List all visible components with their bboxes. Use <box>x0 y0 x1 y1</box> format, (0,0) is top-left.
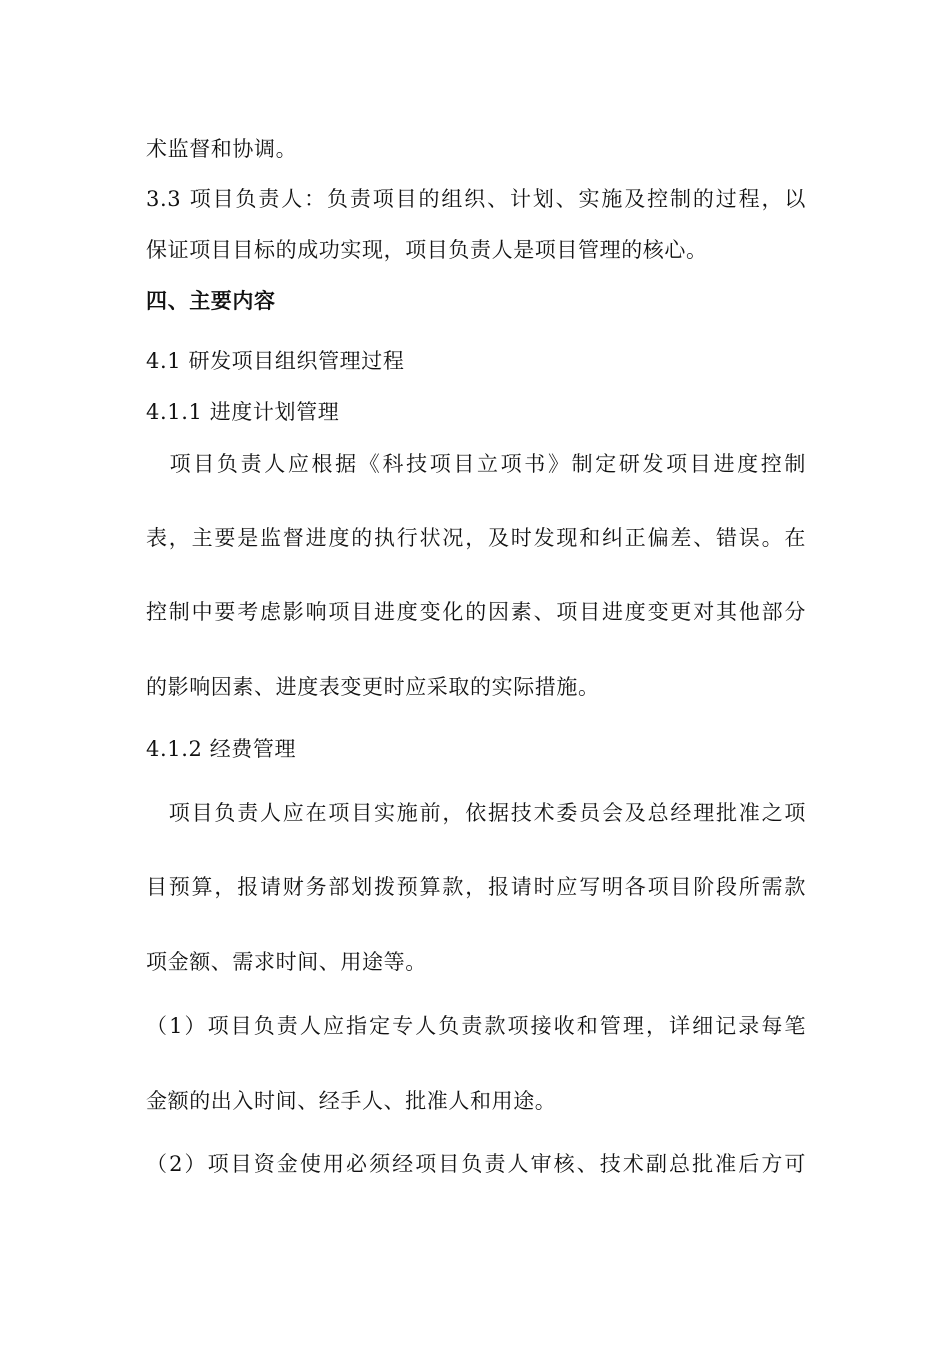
section-heading-4: 四、主要内容 <box>146 289 276 313</box>
subheading-4-1: 4.1 研发项目组织管理过程 <box>146 349 405 373</box>
paragraph-line: 表，主要是监督进度的执行状况，及时发现和纠正偏差、错误。在 <box>146 526 806 550</box>
paragraph-line: 项目负责人应根据《科技项目立项书》制定研发项目进度控制 <box>146 452 806 476</box>
list-item-2-line: （2）项目资金使用必须经项目负责人审核、技术副总批准后方可 <box>146 1152 806 1176</box>
paragraph-line: 术监督和协调。 <box>146 137 298 161</box>
paragraph-line: 目预算，报请财务部划拨预算款，报请时应写明各项目阶段所需款 <box>146 875 806 899</box>
subheading-4-1-1: 4.1.1 进度计划管理 <box>146 400 340 424</box>
paragraph-line: 的影响因素、进度表变更时应采取的实际措施。 <box>146 675 600 699</box>
subheading-4-1-2: 4.1.2 经费管理 <box>146 737 297 761</box>
paragraph-line: 控制中要考虑影响项目进度变化的因素、项目进度变更对其他部分 <box>146 600 806 624</box>
section-3-3-line: 3.3 项目负责人：负责项目的组织、计划、实施及控制的过程，以 <box>146 187 806 211</box>
paragraph-line: 项目负责人应在项目实施前，依据技术委员会及总经理批准之项 <box>146 801 806 825</box>
paragraph-line: 保证项目目标的成功实现，项目负责人是项目管理的核心。 <box>146 238 708 262</box>
paragraph-line: 项金额、需求时间、用途等。 <box>146 950 427 974</box>
list-item-1-line: 金额的出入时间、经手人、批准人和用途。 <box>146 1089 557 1113</box>
list-item-1-line: （1）项目负责人应指定专人负责款项接收和管理，详细记录每笔 <box>146 1014 806 1038</box>
